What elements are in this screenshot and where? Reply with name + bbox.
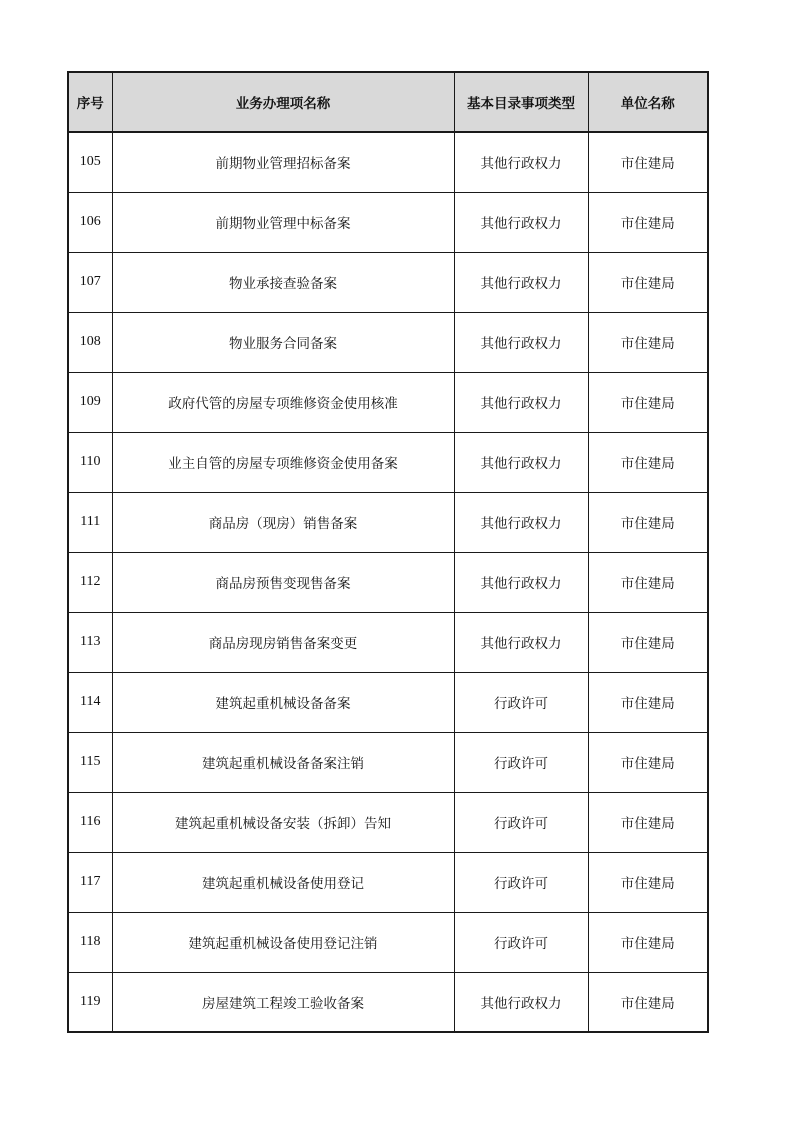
cell-unit-name: 市住建局 — [588, 852, 708, 912]
cell-unit-name: 市住建局 — [588, 972, 708, 1032]
cell-item-name: 商品房（现房）销售备案 — [112, 492, 454, 552]
cell-item-type: 其他行政权力 — [454, 612, 588, 672]
cell-unit-name: 市住建局 — [588, 132, 708, 192]
header-item-type: 基本目录事项类型 — [454, 72, 588, 132]
document-sheet — [67, 71, 707, 1033]
cell-serial-number: 113 — [68, 612, 112, 672]
cell-item-type: 其他行政权力 — [454, 552, 588, 612]
table-row — [68, 312, 708, 372]
cell-item-name: 房屋建筑工程竣工验收备案 — [112, 972, 454, 1032]
cell-unit-name: 市住建局 — [588, 192, 708, 252]
table-body — [68, 132, 708, 1032]
cell-unit-name: 市住建局 — [588, 792, 708, 852]
header-serial-number: 序号 — [68, 72, 112, 132]
cell-serial-number: 108 — [68, 312, 112, 372]
header-item-name: 业务办理项名称 — [112, 72, 454, 132]
cell-item-name: 商品房现房销售备案变更 — [112, 612, 454, 672]
cell-serial-number: 110 — [68, 432, 112, 492]
cell-item-type: 其他行政权力 — [454, 492, 588, 552]
table-row — [68, 552, 708, 612]
table-row — [68, 612, 708, 672]
cell-item-name: 建筑起重机械设备安装（拆卸）告知 — [112, 792, 454, 852]
cell-item-type: 其他行政权力 — [454, 252, 588, 312]
cell-item-type: 其他行政权力 — [454, 972, 588, 1032]
cell-serial-number: 114 — [68, 672, 112, 732]
cell-serial-number: 116 — [68, 792, 112, 852]
cell-serial-number: 117 — [68, 852, 112, 912]
cell-serial-number: 106 — [68, 192, 112, 252]
cell-item-name: 建筑起重机械设备备案注销 — [112, 732, 454, 792]
cell-item-name: 建筑起重机械设备使用登记注销 — [112, 912, 454, 972]
cell-serial-number: 111 — [68, 492, 112, 552]
table-row — [68, 972, 708, 1032]
cell-item-type: 行政许可 — [454, 672, 588, 732]
cell-item-name: 前期物业管理中标备案 — [112, 192, 454, 252]
cell-serial-number: 105 — [68, 132, 112, 192]
cell-item-name: 前期物业管理招标备案 — [112, 132, 454, 192]
cell-item-type: 其他行政权力 — [454, 132, 588, 192]
cell-item-name: 建筑起重机械设备备案 — [112, 672, 454, 732]
table-row — [68, 372, 708, 432]
cell-unit-name: 市住建局 — [588, 912, 708, 972]
cell-item-type: 其他行政权力 — [454, 432, 588, 492]
cell-unit-name: 市住建局 — [588, 252, 708, 312]
cell-unit-name: 市住建局 — [588, 372, 708, 432]
cell-serial-number: 115 — [68, 732, 112, 792]
cell-item-type: 行政许可 — [454, 792, 588, 852]
cell-item-type: 行政许可 — [454, 912, 588, 972]
cell-item-name: 政府代管的房屋专项维修资金使用核准 — [112, 372, 454, 432]
table-row — [68, 432, 708, 492]
cell-item-type: 其他行政权力 — [454, 312, 588, 372]
table-row — [68, 492, 708, 552]
table-header-row — [68, 72, 708, 132]
cell-serial-number: 107 — [68, 252, 112, 312]
cell-item-type: 其他行政权力 — [454, 192, 588, 252]
cell-unit-name: 市住建局 — [588, 492, 708, 552]
cell-unit-name: 市住建局 — [588, 732, 708, 792]
cell-unit-name: 市住建局 — [588, 672, 708, 732]
cell-item-type: 其他行政权力 — [454, 372, 588, 432]
cell-unit-name: 市住建局 — [588, 312, 708, 372]
cell-unit-name: 市住建局 — [588, 552, 708, 612]
cell-item-name: 业主自管的房屋专项维修资金使用备案 — [112, 432, 454, 492]
table-row — [68, 732, 708, 792]
cell-serial-number: 118 — [68, 912, 112, 972]
business-items-table — [67, 71, 709, 1033]
cell-item-type: 行政许可 — [454, 732, 588, 792]
cell-serial-number: 119 — [68, 972, 112, 1032]
cell-unit-name: 市住建局 — [588, 432, 708, 492]
cell-serial-number: 112 — [68, 552, 112, 612]
cell-item-name: 物业服务合同备案 — [112, 312, 454, 372]
table-row — [68, 192, 708, 252]
cell-unit-name: 市住建局 — [588, 612, 708, 672]
table-row — [68, 792, 708, 852]
table-row — [68, 672, 708, 732]
cell-item-name: 建筑起重机械设备使用登记 — [112, 852, 454, 912]
table-row — [68, 912, 708, 972]
table-row — [68, 132, 708, 192]
cell-item-name: 商品房预售变现售备案 — [112, 552, 454, 612]
table-row — [68, 252, 708, 312]
header-unit-name: 单位名称 — [588, 72, 708, 132]
cell-item-name: 物业承接查验备案 — [112, 252, 454, 312]
cell-item-type: 行政许可 — [454, 852, 588, 912]
cell-serial-number: 109 — [68, 372, 112, 432]
table-row — [68, 852, 708, 912]
